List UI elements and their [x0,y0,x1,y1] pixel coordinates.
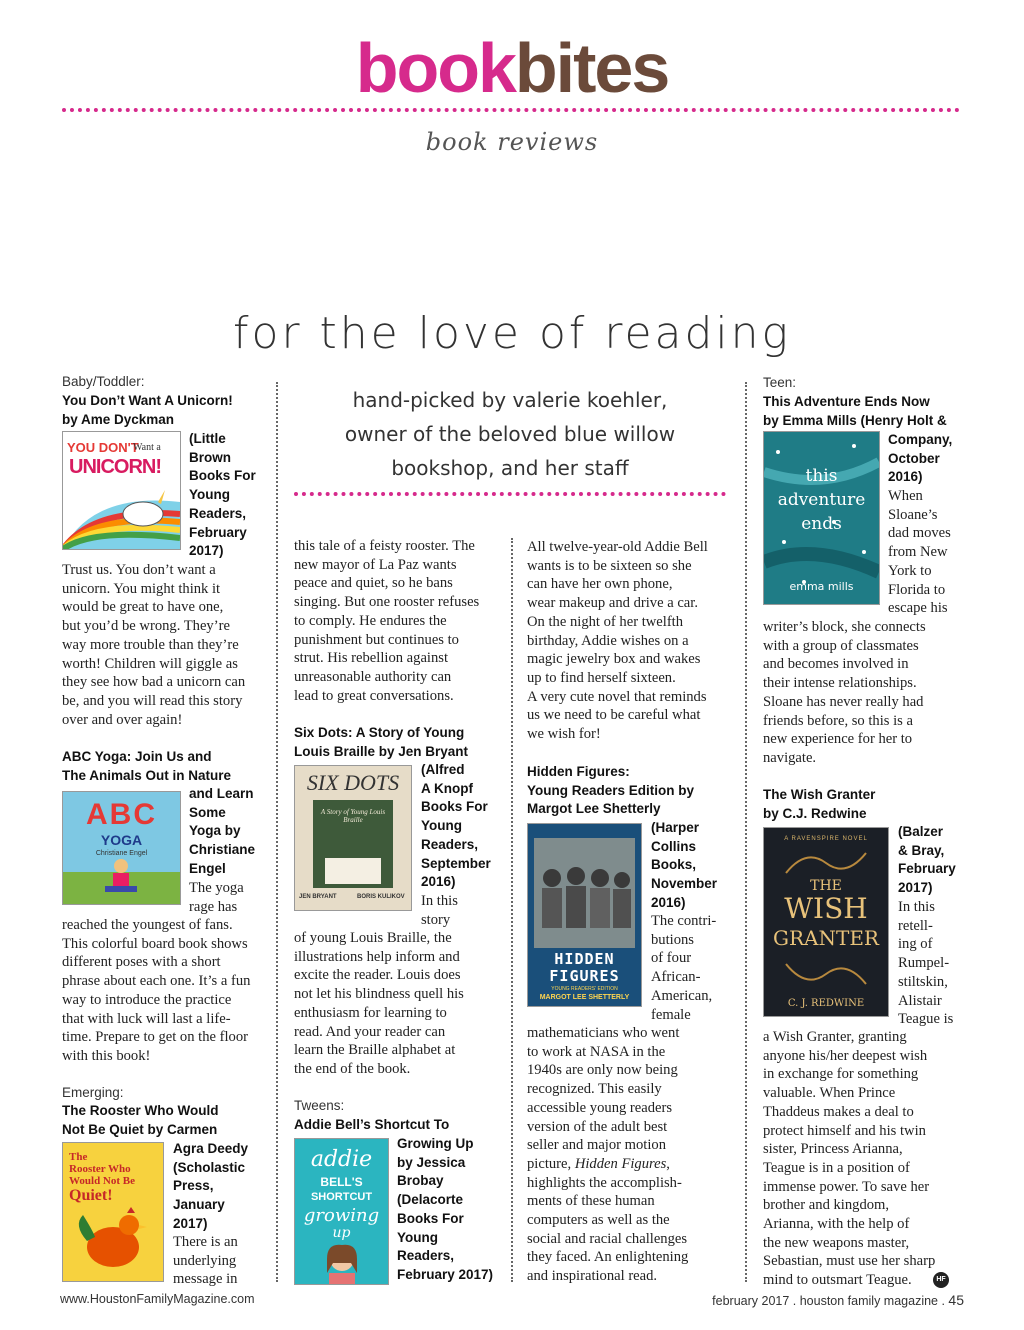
review-line: escape his [888,600,948,617]
review-line: in exchange for something [763,1066,919,1083]
book-publisher [421,761,491,892]
review-line: to work at NASA in the [527,1043,666,1060]
review-line: retell- [898,917,933,934]
pub-line: (Harper [651,820,700,835]
review-line: we wish for! [527,726,601,743]
unicorn-cover-line2: Want a [133,442,161,453]
pub-line: 2017) [173,1215,208,1231]
footer-issue [712,1292,964,1308]
intro-line: owner of the beloved blue willow [344,422,676,446]
review-line: navigate. [763,749,817,766]
book-review-wrap [898,898,953,1029]
category-label: Baby/Toddler: [62,374,145,389]
review-line: African- [651,969,701,986]
review-line: Sebastian, must use her sharp [763,1253,936,1270]
review-line: the new weapons master, [763,1234,910,1251]
pub-line: by Jessica [397,1154,466,1170]
book-review [62,561,276,729]
review-line [527,1155,741,1174]
book-title [62,392,276,429]
book-title-line: by Ame Dyckman [62,411,175,427]
book-publisher [898,823,956,898]
review-line: peace and quiet, so he bans [294,575,453,592]
review-line: read. And your reader can [294,1023,446,1040]
pub-line: Young [397,1229,438,1245]
book-title [763,786,993,823]
book-title-line: The Wish Granter [763,787,876,802]
page-title: for the love of reading [233,308,791,359]
book-review-wrap [173,1233,238,1289]
review-line: different poses with a short [62,954,221,971]
pub-line: Some [189,804,226,820]
book-cover-abc-yoga [62,791,181,905]
pub-line: Brown [189,449,231,465]
book-review [527,538,741,744]
book-publisher [888,431,952,487]
wish-cover-line4: GRANTER [773,926,879,950]
review-line: of four [651,950,692,967]
review-line: Sloane’s [888,506,938,523]
review-line: excite the reader. Louis does [294,967,461,984]
category-label: Tweens: [294,1098,345,1113]
pub-line: 2017) [898,880,933,896]
pub-line: Books For [397,1210,464,1226]
review-line: wear makeup and drive a car. [527,595,698,612]
review-line: social and racial challenges [527,1230,688,1247]
book-title-line: by C.J. Redwine [763,805,867,821]
book-title-line: Six Dots: A Story of Young [294,725,465,740]
pub-line: February 2017) [397,1266,494,1282]
book-review [527,1024,741,1286]
pub-line: Engel [189,860,226,876]
review-line: anyone his/her deepest wish [763,1047,928,1064]
pub-line: Readers, [189,505,247,521]
pub-line: Yoga by [189,823,241,839]
book-title-line: ABC Yoga: Join Us and [62,749,212,764]
gold-swirl-icon-2 [776,954,876,994]
review-line: can have her own phone, [527,576,673,593]
review-line: computers as well as the [527,1212,670,1229]
book-review-wrap [189,879,244,916]
book-publisher [189,430,256,561]
review-line: friends before, so this is a [763,712,913,729]
review-line: strut. His rebellion against [294,650,449,667]
book-review [294,537,508,705]
pub-line: January [173,1197,225,1213]
review-line: phrase about each one. It’s a fun [62,973,251,990]
wish-cover-line1: A RAVENSPIRE NOVEL [784,836,868,842]
review-line: the end of the book. [294,1060,411,1077]
pub-line: Agra Deedy [173,1141,249,1156]
review-line: they see how bad a unicorn can [62,674,246,691]
intro-line: bookshop, and her staff [391,456,629,480]
column-divider-1 [276,382,278,1282]
review-text: , [666,1155,670,1172]
review-line: reached the youngest of fans. [62,917,233,933]
review-line: This colorful board book shows [62,935,248,952]
hidden-cover-line1: HIDDEN [554,950,615,968]
review-line: The yoga [189,880,244,896]
adventure-cover-line1: this [805,466,838,486]
intro-credit [292,383,728,485]
pub-line: Young [189,487,230,503]
rooster-cover-line: Rooster Who [69,1163,131,1175]
review-line: highlights the accomplish- [527,1174,682,1191]
review-line: be, and you will read this story [62,692,243,709]
book-cover-hidden-figures [527,823,642,1007]
book-review [62,916,276,1066]
review-line: Thaddeus makes a deal to [763,1103,914,1120]
category-label: Emerging: [62,1085,124,1100]
book-review-wrap [888,487,951,618]
review-line: All twelve-year-old Addie Bell [527,539,708,555]
review-line: birthday, Addie wishes on a [527,632,689,649]
review-line: version of the adult best [527,1118,668,1135]
review-line: up to find herself sixteen. [527,669,676,686]
pub-line: November [651,876,718,892]
gold-swirl-icon [776,848,876,878]
review-line: of young Louis Braille, the [294,930,452,946]
review-line: dad moves [888,525,951,542]
addie-cover-line1: addie [310,1147,373,1172]
masthead-bites: bites [514,29,669,107]
pub-line: (Scholastic [173,1159,246,1175]
pub-line: (Balzer [898,824,944,839]
pub-line: (Little [189,431,226,446]
review-line: but you’d be wrong. They’re [62,618,230,635]
unicorn-cover-line1: YOU DON'T [67,440,139,455]
addie-cover-line4: growing [303,1205,380,1226]
book-title-line: This Adventure Ends Now [763,394,930,409]
book-title [527,763,741,819]
pub-line: (Delacorte [397,1192,464,1208]
review-line: immense power. To save her [763,1178,930,1195]
review-line: protect himself and his twin [763,1122,926,1139]
review-line: seller and major motion [527,1137,667,1154]
book-title: Addie Bell’s Shortcut To [294,1117,450,1132]
wish-cover-line2: THE [810,878,842,894]
pub-line: Press, [173,1178,214,1194]
book-publisher [173,1140,248,1234]
intro-line: hand-picked by valerie koehler, [352,388,668,412]
review-line: Teague is [898,1011,954,1028]
book-title [763,393,993,430]
review-line: wants is to be sixteen so she [527,557,692,574]
book-title-line: The Animals Out in Nature [62,767,232,783]
review-line: Sloane has never really had [763,693,924,710]
yoga-cover-line3: Christiane Engel [95,850,148,857]
pub-line: 2016) [888,469,923,485]
hidden-cover-line4: MARGOT LEE SHETTERLY [539,994,630,1001]
review-line: their intense relationships. [763,675,917,692]
book-cover-rooster [62,1142,164,1282]
review-line: with a group of classmates [763,637,919,654]
book-title-line: The Rooster Who Would [62,1103,219,1118]
review-line: In this [421,893,458,909]
book-publisher [651,819,717,913]
sixdots-cover-line2: A Story of Young Louis Braille [320,808,386,824]
review-line: rage has [189,898,238,915]
review-line: Arianna, with the help of [763,1216,910,1233]
book-review-wrap [651,912,716,1024]
review-line: way more trouble than they’re [62,636,239,653]
review-line: When [888,488,923,504]
hidden-cover-line2: FIGURES [549,967,620,985]
review-line: recognized. This easily [527,1081,662,1098]
review-line: from New [888,544,948,561]
pub-line: February [189,524,247,540]
review-line: over and over again! [62,711,183,728]
book-review-wrap [421,892,458,929]
pub-line: Company, [888,432,953,447]
review-line: ing of [898,936,933,953]
review-line: time. Prepare to get on the floor [62,1029,249,1046]
rooster-cover-line: The [69,1151,88,1163]
book-title-line: Hidden Figures: [527,764,630,779]
masthead-divider [62,108,960,112]
review-italic-title: Hidden Figures [574,1155,667,1172]
footer-website: www.HoustonFamilyMagazine.com [60,1292,255,1306]
review-line: worth! Children will giggle as [62,655,238,672]
addie-cover-line3: SHORTCUT [310,1191,373,1203]
book-review [763,618,993,768]
yoga-cover-line1: ABC [86,798,157,831]
pub-line: Books, [651,857,697,873]
review-line: unreasonable authority can [294,668,452,685]
review-line: to comply. He endures the [294,612,447,629]
pub-line: Readers, [421,836,479,852]
sixdots-cover-line4: BORIS KULIKOV [357,894,405,900]
pub-line: (Alfred [421,762,465,777]
review-line: butions [651,931,694,948]
adventure-cover-line2: adventure [777,490,866,510]
rooster-icon [73,1205,153,1275]
book-cover-addie-bell [294,1138,389,1285]
review-line: enthusiasm for learning to [294,1004,447,1021]
book-publisher [397,1135,493,1285]
review-line: us we need to be careful what [527,707,701,724]
review-line: with this book! [62,1047,151,1064]
pub-line: Books For [421,799,488,815]
pub-line: October [888,450,940,466]
pub-line: September [421,855,491,871]
review-line: York to [888,562,932,579]
book-cover-wish-granter [763,827,889,1017]
book-review [294,929,508,1079]
pub-line: 2016) [421,874,456,890]
women-photo-icon [534,854,635,948]
book-title [62,1102,276,1139]
book-title-line: Young Readers Edition by [527,782,695,798]
pub-line: Readers, [397,1248,455,1264]
review-text: picture, [527,1155,575,1172]
review-line: valuable. When Prince [763,1085,896,1102]
review-line: learn the Braille alphabet at [294,1042,456,1059]
review-line: sister, Princess Arianna, [763,1141,903,1158]
book-review [763,1028,993,1290]
pub-line: Christiane [189,842,256,858]
review-line: mathematicians who went [527,1025,680,1041]
review-line: mind to outsmart Teague. [763,1272,912,1289]
review-line: A very cute novel that reminds [527,688,707,705]
review-line: and inspirational read. [527,1268,658,1285]
book-title [294,724,508,761]
book-title-line: Margot Lee Shetterly [527,801,661,817]
book-title-line: You Don’t Want A Unicorn! [62,393,233,408]
review-line: Florida to [888,581,946,598]
addie-cover-line2: BELL'S [320,1175,363,1189]
wish-cover-line3: WISH [784,892,868,925]
review-line: illustrations help inform and [294,948,460,965]
hidden-cover-line3: YOUNG READERS' EDITION [551,986,618,992]
review-line: The contri- [651,913,717,929]
review-line: writer’s block, she connects [763,619,926,635]
wish-cover-line5: C. J. REDWINE [787,998,865,1009]
footer-issue-text: february 2017 . houston family magazine . [712,1294,949,1308]
masthead-book: book [355,29,515,107]
pub-line: Collins [651,838,697,854]
end-mark-icon: HF [933,1272,949,1288]
unicorn-cover-line3: UNICORN! [69,456,161,478]
review-line: singing. But one rooster refuses [294,594,480,611]
book-cover-this-adventure [763,431,880,605]
review-line: they faced. An enlightening [527,1249,689,1266]
pub-line: February [898,861,956,877]
pub-line: Books For [189,468,256,484]
review-line: On the night of her twelfth [527,613,684,630]
review-line: unicorn. You might think it [62,580,221,597]
review-line: new experience for her to [763,731,913,748]
book-title-line: Not Be Quiet by Carmen [62,1121,218,1137]
pub-line: Young [421,818,462,834]
review-line: way to introduce the practice [62,991,232,1008]
sixdots-cover-line3: JEN BRYANT [299,894,337,900]
addie-cover-line5: up [332,1225,351,1241]
review-line: In this [898,899,935,915]
rooster-cover-line: Quiet! [69,1187,113,1204]
review-line: lead to great conversations. [294,687,454,704]
review-line: not let his blindness quell his [294,986,464,1003]
pub-line: & Bray, [898,842,945,858]
review-line: There is an [173,1234,238,1250]
review-line: a Wish Granter, granting [763,1029,907,1045]
intro-divider [294,492,726,496]
review-line: underlying [173,1252,237,1269]
yoga-cover-line2: YOGA [100,832,143,848]
review-line: brother and kingdom, [763,1197,890,1214]
rooster-cover-title [69,1151,135,1205]
book-title-line: by Emma Mills (Henry Holt & [763,412,947,428]
yoga-figure-icon [103,858,139,898]
review-line: 1940s are only now being [527,1062,678,1079]
review-line: Alistair [898,992,942,1009]
column-divider-3 [745,382,747,1282]
review-line: story [421,911,451,928]
adventure-cover-line3: ends [801,514,842,534]
sixdots-cover-book [325,858,381,884]
review-line: that with luck will last a life- [62,1010,231,1027]
review-line: would be great to have one, [62,599,224,616]
book-cover-six-dots [294,765,412,911]
book-title-line: Louis Braille by Jen Bryant [294,743,469,759]
review-line: American, [651,987,713,1004]
review-line: this tale of a feisty rooster. The [294,538,475,554]
girl-portrait-icon [321,1243,363,1284]
page-number: 45 [948,1292,964,1308]
section-subtitle: book reviews [425,128,599,156]
pub-line: Brobay [397,1173,444,1189]
rooster-cover-line: Would Not Be [69,1175,136,1187]
review-line: Teague is in a position of [763,1159,910,1176]
review-line: female [651,1006,691,1023]
book-cover-unicorn [62,431,181,550]
review-line: message in [173,1271,238,1288]
pub-line: 2016) [651,894,686,910]
book-title [62,748,276,785]
pub-line: A Knopf [421,780,473,796]
book-publisher [189,785,255,879]
review-line: stiltskin, [898,973,948,990]
pub-line: and Learn [189,786,254,801]
review-line: magic jewelry box and wakes [527,651,701,668]
column-divider-2 [511,538,513,1282]
sixdots-cover-line1: SIX DOTS [306,770,400,795]
review-line: new mayor of La Paz wants [294,556,457,573]
review-line: Rumpel- [898,955,950,972]
review-line: accessible young readers [527,1099,673,1116]
adventure-cover-line4: emma mills [789,580,854,593]
review-line: Trust us. You don’t want a [62,562,216,578]
pub-line: Growing Up [397,1136,474,1151]
category-label: Teen: [763,375,797,390]
masthead [0,28,1024,108]
review-line: and becomes involved in [763,656,909,673]
pub-line: 2017) [189,543,224,559]
review-line: punishment but continues to [294,631,459,648]
review-line: ments of these human [527,1193,655,1210]
